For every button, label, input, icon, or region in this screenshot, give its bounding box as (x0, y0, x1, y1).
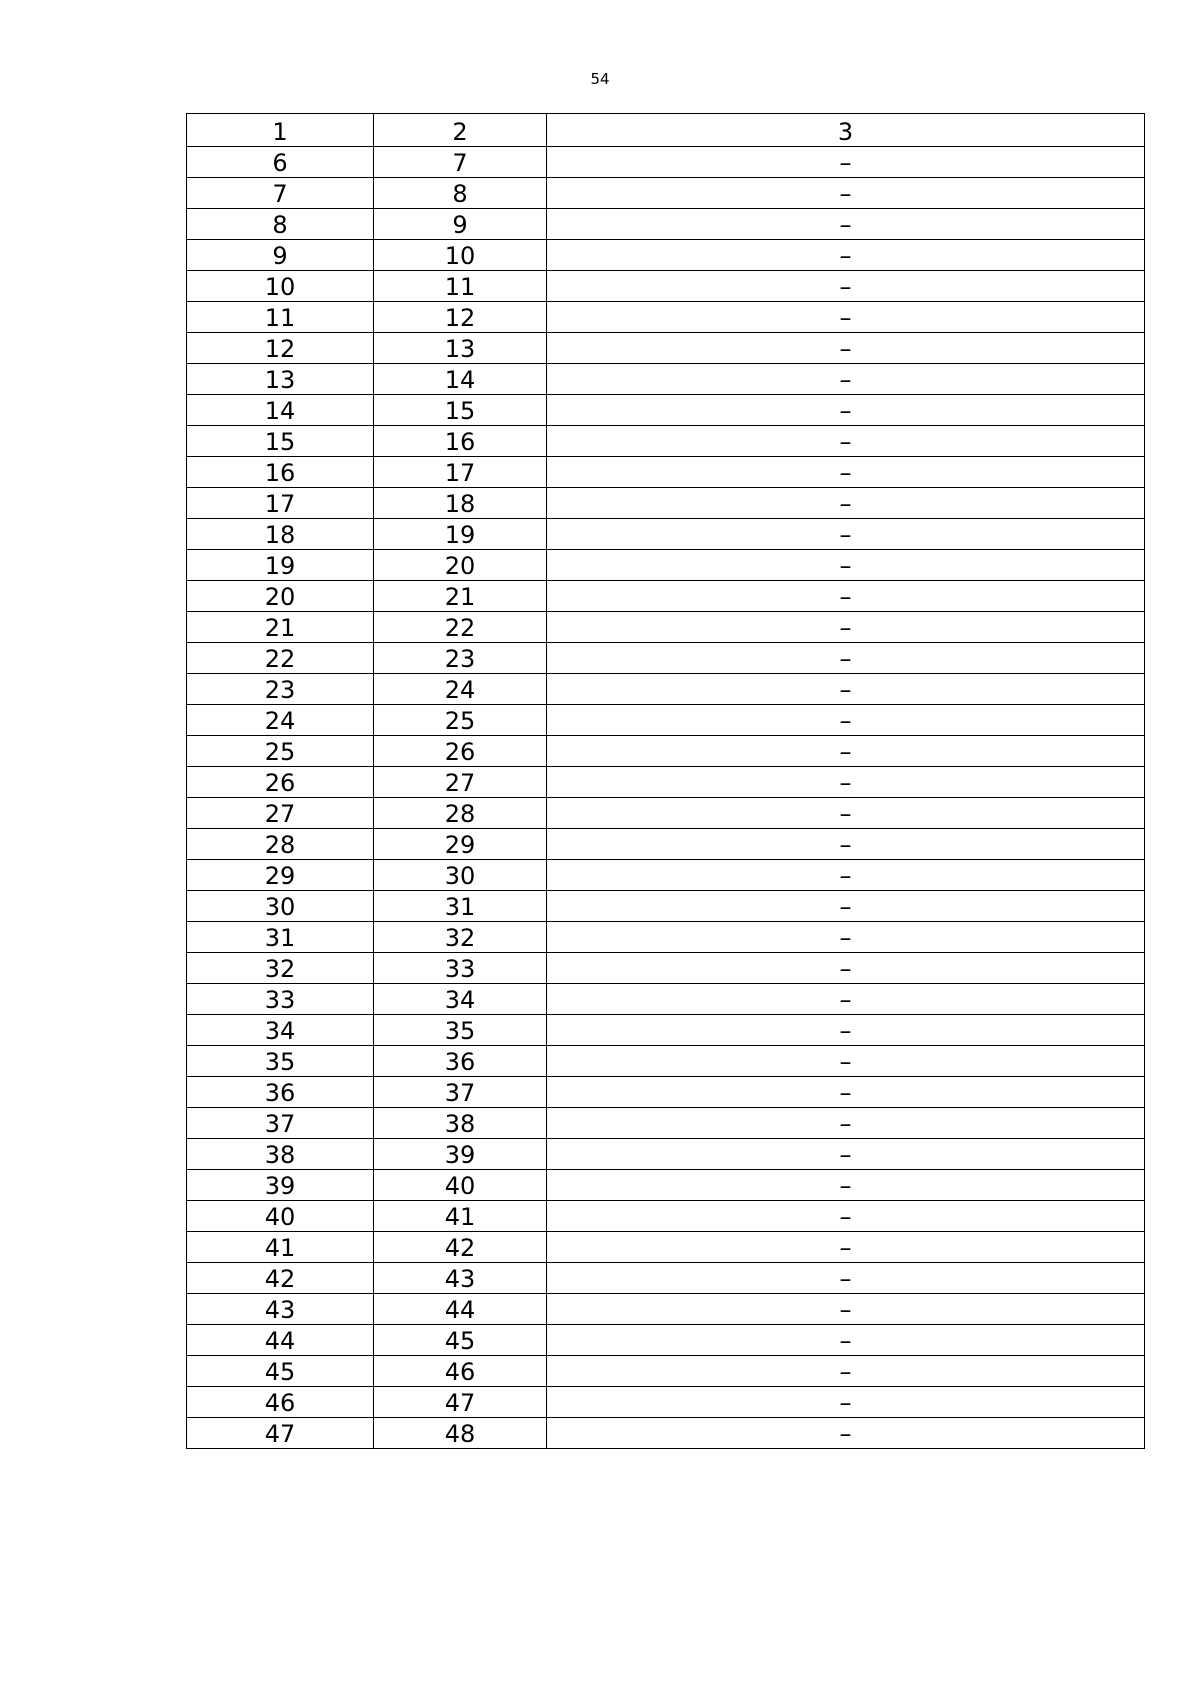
table-cell-col-2: 31 (374, 891, 547, 922)
table-cell-col-2: 35 (374, 1015, 547, 1046)
table-cell-col-2: 24 (374, 674, 547, 705)
table-cell-col-2: 26 (374, 736, 547, 767)
table-cell-col-2: 32 (374, 922, 547, 953)
table-cell-col-1: 23 (187, 674, 374, 705)
table-cell-col-2: 29 (374, 829, 547, 860)
table-cell-col-3: – (547, 1232, 1145, 1263)
table-row (187, 1263, 1145, 1294)
table-cell-col-1: 17 (187, 488, 374, 519)
header-cell-3: 3 (547, 114, 1145, 147)
table-cell-col-1: 39 (187, 1170, 374, 1201)
table-cell-col-3: – (547, 643, 1145, 674)
table-cell-col-2: 34 (374, 984, 547, 1015)
table-cell-col-3: – (547, 953, 1145, 984)
table-row (187, 860, 1145, 891)
table-row (187, 519, 1145, 550)
table-cell-col-1: 43 (187, 1294, 374, 1325)
table-row (187, 333, 1145, 364)
table-cell-col-1: 6 (187, 147, 374, 178)
table-cell-col-1: 35 (187, 1046, 374, 1077)
table-row (187, 209, 1145, 240)
table-cell-col-2: 38 (374, 1108, 547, 1139)
table-cell-col-3: – (547, 488, 1145, 519)
table-cell-col-1: 44 (187, 1325, 374, 1356)
table-cell-col-2: 19 (374, 519, 547, 550)
table-cell-col-3: – (547, 581, 1145, 612)
table-cell-col-3: – (547, 209, 1145, 240)
table-cell-col-3: – (547, 674, 1145, 705)
table-cell-col-1: 21 (187, 612, 374, 643)
table-row (187, 1418, 1145, 1449)
table-row (187, 922, 1145, 953)
table-row (187, 767, 1145, 798)
table-cell-col-2: 42 (374, 1232, 547, 1263)
table-cell-col-3: – (547, 550, 1145, 581)
table-cell-col-2: 11 (374, 271, 547, 302)
table-cell-col-3: – (547, 1108, 1145, 1139)
table-row (187, 798, 1145, 829)
table-cell-col-3: – (547, 1170, 1145, 1201)
table-cell-col-2: 45 (374, 1325, 547, 1356)
table-cell-col-2: 39 (374, 1139, 547, 1170)
table-cell-col-3: – (547, 829, 1145, 860)
table-cell-col-2: 7 (374, 147, 547, 178)
table-cell-col-1: 45 (187, 1356, 374, 1387)
table-cell-col-2: 20 (374, 550, 547, 581)
table-row (187, 1232, 1145, 1263)
table-cell-col-3: – (547, 519, 1145, 550)
table-row (187, 705, 1145, 736)
table-row (187, 953, 1145, 984)
table-row (187, 426, 1145, 457)
table-row (187, 457, 1145, 488)
table-cell-col-1: 20 (187, 581, 374, 612)
table-cell-col-1: 11 (187, 302, 374, 333)
table-cell-col-1: 24 (187, 705, 374, 736)
page-number: 54 (590, 70, 610, 88)
table-cell-col-1: 28 (187, 829, 374, 860)
table-row (187, 736, 1145, 767)
table-cell-col-3: – (547, 426, 1145, 457)
table-cell-col-2: 16 (374, 426, 547, 457)
table-cell-col-2: 25 (374, 705, 547, 736)
table-cell-col-1: 32 (187, 953, 374, 984)
table-cell-col-3: – (547, 1294, 1145, 1325)
table-row (187, 395, 1145, 426)
table-cell-col-1: 9 (187, 240, 374, 271)
table-cell-col-3: – (547, 147, 1145, 178)
table-cell-col-1: 42 (187, 1263, 374, 1294)
table-cell-col-1: 8 (187, 209, 374, 240)
table-row (187, 364, 1145, 395)
table-cell-col-1: 25 (187, 736, 374, 767)
table-cell-col-3: – (547, 891, 1145, 922)
table-cell-col-2: 43 (374, 1263, 547, 1294)
table-cell-col-1: 37 (187, 1108, 374, 1139)
table-row (187, 643, 1145, 674)
table-cell-col-1: 29 (187, 860, 374, 891)
table-cell-col-1: 38 (187, 1139, 374, 1170)
table-cell-col-2: 37 (374, 1077, 547, 1108)
table-cell-col-2: 33 (374, 953, 547, 984)
header-cell-2: 2 (374, 114, 547, 147)
table-cell-col-2: 12 (374, 302, 547, 333)
table-cell-col-2: 44 (374, 1294, 547, 1325)
table-cell-col-1: 46 (187, 1387, 374, 1418)
table-cell-col-3: – (547, 240, 1145, 271)
table-row (187, 891, 1145, 922)
table-cell-col-2: 18 (374, 488, 547, 519)
table-cell-col-2: 22 (374, 612, 547, 643)
table-row (187, 1139, 1145, 1170)
table-cell-col-1: 15 (187, 426, 374, 457)
table-cell-col-3: – (547, 1046, 1145, 1077)
table-cell-col-2: 46 (374, 1356, 547, 1387)
table-row (187, 271, 1145, 302)
table-cell-col-2: 14 (374, 364, 547, 395)
table-row (187, 1015, 1145, 1046)
table-cell-col-3: – (547, 1325, 1145, 1356)
table-row (187, 1387, 1145, 1418)
table-cell-col-2: 10 (374, 240, 547, 271)
table-row (187, 1170, 1145, 1201)
table-row (187, 1201, 1145, 1232)
table-row (187, 674, 1145, 705)
table-cell-col-3: – (547, 395, 1145, 426)
table-row (187, 581, 1145, 612)
table-cell-col-3: – (547, 271, 1145, 302)
table-cell-col-3: – (547, 798, 1145, 829)
table-cell-col-1: 31 (187, 922, 374, 953)
table-row (187, 612, 1145, 643)
table-cell-col-2: 21 (374, 581, 547, 612)
table-cell-col-2: 23 (374, 643, 547, 674)
table-cell-col-3: – (547, 178, 1145, 209)
table-row (187, 147, 1145, 178)
data-table (186, 113, 1145, 1449)
table-cell-col-3: – (547, 1418, 1145, 1449)
table-cell-col-2: 17 (374, 457, 547, 488)
table-cell-col-1: 7 (187, 178, 374, 209)
table-cell-col-3: – (547, 860, 1145, 891)
table-cell-col-3: – (547, 1015, 1145, 1046)
table-cell-col-1: 40 (187, 1201, 374, 1232)
table-row (187, 1108, 1145, 1139)
table-cell-col-1: 22 (187, 643, 374, 674)
table-cell-col-2: 48 (374, 1418, 547, 1449)
table-cell-col-3: – (547, 457, 1145, 488)
table-cell-col-2: 36 (374, 1046, 547, 1077)
table-cell-col-3: – (547, 364, 1145, 395)
table-cell-col-2: 41 (374, 1201, 547, 1232)
table-cell-col-1: 18 (187, 519, 374, 550)
table-cell-col-3: – (547, 1387, 1145, 1418)
table-row (187, 178, 1145, 209)
table-cell-col-1: 19 (187, 550, 374, 581)
table-cell-col-2: 9 (374, 209, 547, 240)
table-row (187, 1046, 1145, 1077)
table-cell-col-3: – (547, 1077, 1145, 1108)
table-row (187, 984, 1145, 1015)
table-cell-col-1: 30 (187, 891, 374, 922)
table-cell-col-1: 36 (187, 1077, 374, 1108)
table-header-row (187, 114, 1145, 147)
table-row (187, 488, 1145, 519)
table-cell-col-2: 47 (374, 1387, 547, 1418)
table-row (187, 240, 1145, 271)
table-cell-col-3: – (547, 1201, 1145, 1232)
table-row (187, 550, 1145, 581)
table-cell-col-3: – (547, 705, 1145, 736)
table-cell-col-3: – (547, 1263, 1145, 1294)
table-cell-col-3: – (547, 1139, 1145, 1170)
table-cell-col-3: – (547, 922, 1145, 953)
table-row (187, 1077, 1145, 1108)
table-cell-col-1: 33 (187, 984, 374, 1015)
table-cell-col-2: 30 (374, 860, 547, 891)
table-cell-col-1: 27 (187, 798, 374, 829)
table-cell-col-3: – (547, 736, 1145, 767)
table-cell-col-2: 15 (374, 395, 547, 426)
table-cell-col-2: 8 (374, 178, 547, 209)
table-cell-col-2: 13 (374, 333, 547, 364)
table-cell-col-3: – (547, 302, 1145, 333)
table-cell-col-1: 41 (187, 1232, 374, 1263)
table-cell-col-1: 26 (187, 767, 374, 798)
table-cell-col-3: – (547, 1356, 1145, 1387)
table-cell-col-3: – (547, 984, 1145, 1015)
table-cell-col-1: 13 (187, 364, 374, 395)
table-cell-col-1: 10 (187, 271, 374, 302)
table-cell-col-3: – (547, 767, 1145, 798)
table-cell-col-3: – (547, 333, 1145, 364)
table-cell-col-1: 16 (187, 457, 374, 488)
table-cell-col-1: 47 (187, 1418, 374, 1449)
table-row (187, 829, 1145, 860)
table-row (187, 302, 1145, 333)
table-body (187, 114, 1145, 1449)
table-cell-col-1: 14 (187, 395, 374, 426)
table-row (187, 1356, 1145, 1387)
table-cell-col-1: 34 (187, 1015, 374, 1046)
header-cell-1: 1 (187, 114, 374, 147)
table-cell-col-1: 12 (187, 333, 374, 364)
table-row (187, 1325, 1145, 1356)
table-cell-col-3: – (547, 612, 1145, 643)
data-table-container (186, 113, 1144, 1449)
table-cell-col-2: 27 (374, 767, 547, 798)
table-cell-col-2: 40 (374, 1170, 547, 1201)
table-row (187, 1294, 1145, 1325)
table-cell-col-2: 28 (374, 798, 547, 829)
